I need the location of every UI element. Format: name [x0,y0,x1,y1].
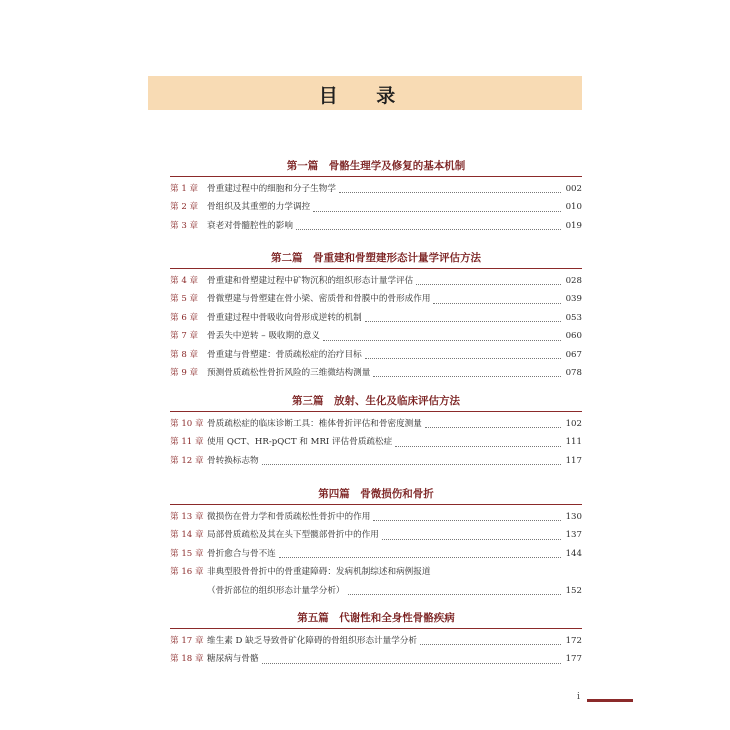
dot-leader [416,284,561,285]
toc-entry[interactable] [170,650,582,668]
toc-entry[interactable] [170,563,582,581]
dot-leader [420,644,561,645]
toc-title-banner [148,76,582,110]
chapter-title: 骨微塑建与骨塑建在骨小梁、密质骨和骨膜中的骨形成作用 [207,294,431,305]
chapter-title: 骨重建与骨塑建：骨质疏松症的治疗目标 [207,349,362,360]
chapter-number: 第 17 章 [170,635,204,646]
chapter-number: 第 15 章 [170,548,204,559]
chapter-number: 第 2 章 [170,202,199,213]
part-divider [170,504,582,505]
page-ref: 177 [565,654,582,665]
part-title[interactable]: 第二篇 骨重建和骨塑建形态计量学评估方法 [271,252,481,264]
toc-entry[interactable] [170,272,582,290]
dot-leader [365,321,561,322]
part-title[interactable]: 第三篇 放射、生化及临床评估方法 [292,395,460,407]
part-divider [170,628,582,629]
chapter-title: 骨重建过程中的细胞和分子生物学 [207,183,336,194]
toc-part [170,608,582,669]
dot-leader [262,464,561,465]
page-ref: 010 [565,202,582,213]
dot-leader [296,229,561,230]
chapter-title: 骨重建过程中骨吸收向骨形成逆转的机制 [207,312,362,323]
toc-part [170,156,582,235]
page-ref: 060 [565,331,582,342]
chapter-title: 局部骨质疏松及其在头下型髋部骨折中的作用 [207,530,379,541]
page-ref: 067 [565,349,582,360]
toc-entry[interactable] [170,452,582,470]
chapter-title: 骨转换标志物 [207,455,259,466]
chapter-number: 第 3 章 [170,220,199,231]
page-ref: 144 [565,548,582,559]
page-number-bar [587,699,633,702]
chapter-title: 骨折愈合与骨不连 [207,548,276,559]
page-ref: 019 [565,220,582,231]
chapter-number: 第 9 章 [170,367,199,378]
page-ref: 117 [565,455,582,466]
chapter-title: 微损伤在骨力学和骨质疏松性骨折中的作用 [207,511,371,522]
toc-entry[interactable] [170,508,582,526]
part-title[interactable]: 第四篇 骨微损伤和骨折 [318,488,434,500]
dot-leader [279,557,561,558]
page-ref: 078 [565,367,582,378]
part-title[interactable]: 第一篇 骨骼生理学及修复的基本机制 [286,160,466,172]
part-divider [170,268,582,269]
part-title[interactable]: 第五篇 代谢性和全身性骨骼疾病 [297,612,455,624]
chapter-title: 使用 QCT、HR-pQCT 和 MRI 评估骨质疏松症 [207,437,393,448]
toc-entry[interactable] [170,327,582,345]
toc-entry[interactable] [170,290,582,308]
toc-entry[interactable] [170,526,582,544]
chapter-number: 第 6 章 [170,312,199,323]
toc-part [170,248,582,382]
page-ref: 028 [565,275,582,286]
dot-leader [373,376,561,377]
chapter-number: 第 1 章 [170,183,199,194]
chapter-number: 第 5 章 [170,294,199,305]
page-ref: 137 [565,530,582,541]
dot-leader [339,192,561,193]
chapter-title: 衰老对骨髓腔性的影响 [207,220,293,231]
page-number: i [577,692,580,702]
dot-leader [365,358,561,359]
page-ref: 172 [565,635,582,646]
chapter-title: 骨重建和骨塑建过程中矿物沉积的组织形态计量学评估 [207,275,414,286]
chapter-number: 第 4 章 [170,275,199,286]
toc-entry[interactable] [170,545,582,563]
toc-part [170,484,582,600]
dot-leader [348,594,561,595]
toc-entry[interactable] [170,364,582,382]
chapter-title: 骨质疏松症的临床诊断工具：椎体骨折评估和骨密度测量 [207,418,422,429]
chapter-title: 骨丢失中逆转 – 吸收期的意义 [207,331,320,342]
chapter-number: 第 13 章 [170,511,204,522]
dot-leader [323,340,561,341]
part-divider [170,411,582,412]
toc-entry[interactable] [170,217,582,235]
chapter-number: 第 7 章 [170,331,199,342]
chapter-number: 第 11 章 [170,437,204,448]
dot-leader [425,427,561,428]
page-ref: 039 [565,294,582,305]
chapter-title: 非典型股骨骨折中的骨重建障碍：发病机制综述和病例报道 [207,567,431,578]
chapter-title: 维生素 D 缺乏导致骨矿化障碍的骨组织形态计量学分析 [207,635,418,646]
dot-leader [373,520,561,521]
chapter-number: 第 10 章 [170,418,204,429]
toc-entry[interactable] [170,180,582,198]
chapter-title: （骨折部位的组织形态计量学分析） [207,585,345,596]
toc-entry[interactable] [170,415,582,433]
chapter-title: 糖尿病与骨骼 [207,654,259,665]
part-divider [170,176,582,177]
page-ref: 111 [565,437,582,448]
dot-leader [433,303,561,304]
toc-entry[interactable] [170,198,582,216]
chapter-number: 第 14 章 [170,530,204,541]
dot-leader [262,663,561,664]
chapter-title: 预测骨质疏松性骨折风险的三维微结构测量 [207,367,371,378]
page-ref: 130 [565,511,582,522]
toc-entry[interactable] [170,433,582,451]
toc-part [170,391,582,470]
page-ref: 053 [565,312,582,323]
dot-leader [313,211,561,212]
toc-entry[interactable] [170,309,582,327]
chapter-number: 第 18 章 [170,654,204,665]
toc-entry[interactable] [170,582,582,600]
toc-title: 目 录 [318,85,412,107]
chapter-number: 第 12 章 [170,455,204,466]
dot-leader [382,539,561,540]
page-ref: 102 [565,418,582,429]
chapter-number: 第 8 章 [170,349,199,360]
page-ref: 152 [565,585,582,596]
toc-entry[interactable] [170,632,582,650]
dot-leader [395,446,561,447]
toc-entry[interactable] [170,346,582,364]
chapter-number: 第 16 章 [170,567,204,578]
chapter-title: 骨组织及其重塑的力学调控 [207,202,311,213]
page-ref: 002 [565,183,582,194]
